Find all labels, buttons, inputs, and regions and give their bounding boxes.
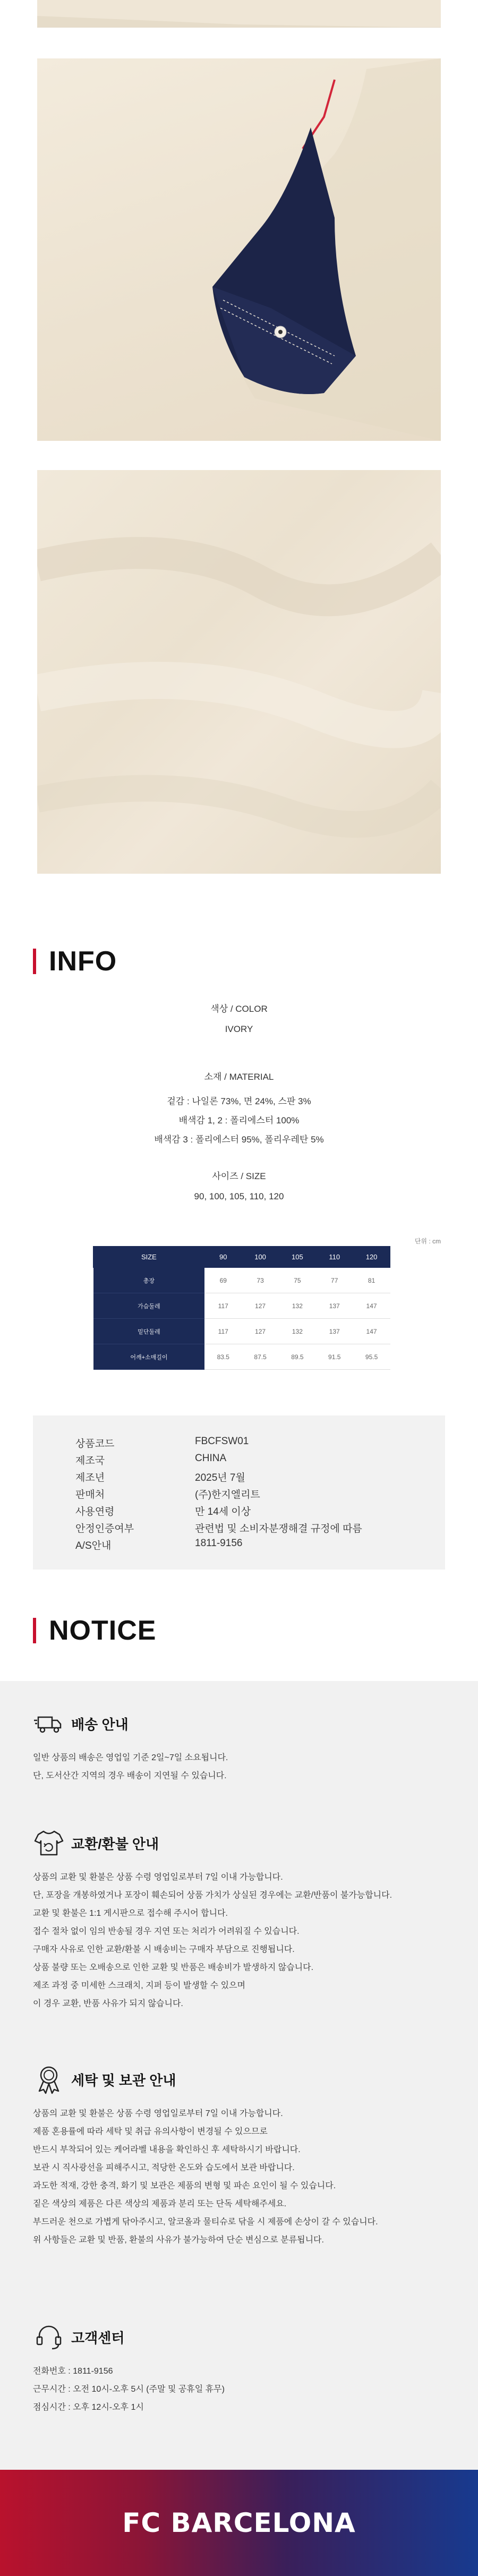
table-cell: 132 [279,1319,316,1344]
size-table-header [93,1247,390,1268]
table-cell: 73 [242,1268,279,1293]
notice-line: 위 사항들은 교환 및 반품, 환불의 사유가 불가능하여 단순 변심으로 분류됩니다. [33,2236,324,2245]
size-unit: 단위 : cm [414,1238,441,1245]
table-row [93,1319,390,1344]
notice-line: 교환 및 환불은 1:1 게시판으로 접수해 주시어 합니다. [33,1909,228,1918]
meta-row [75,1470,445,1487]
notice-heading: NOTICE [33,1615,156,1647]
table-cell: 137 [316,1319,353,1344]
notice-title: 세탁 및 보관 안내 [71,2072,176,2088]
award-icon [33,2063,65,2095]
table-cell: 75 [279,1268,316,1293]
notice-line: 이 경우 교환, 반품 사유가 되지 않습니다. [33,1999,183,2008]
size-table [93,1246,390,1370]
product-photo-top [37,0,441,28]
meta-key: 판매처 [75,1489,105,1500]
notice-line: 짙은 색상의 제품은 다른 색상의 제품과 분리 또는 단독 세탁해주세요. [33,2199,287,2208]
material-line: 배색감 3 : 폴리에스터 95%, 폴리우레탄 5% [154,1135,324,1145]
notice-shipping [33,1708,445,1785]
brand-logo-text: FC BARCELONA [122,2507,356,2538]
notice-customer-center [33,2321,445,2417]
meta-row [75,1521,445,1538]
headset-icon [33,2321,65,2353]
notice-line: 상품의 교환 및 환불은 상품 수령 영업일로부터 7일 이내 가능합니다. [33,2109,283,2118]
size-column: 105 [279,1247,316,1268]
meta-key: 사용연령 [75,1506,115,1517]
notice-exchange [33,1827,445,2013]
notice-line: 보관 시 직사광선을 피해주시고, 적당한 온도와 습도에서 보관 바랍니다. [33,2163,295,2172]
table-cell: 117 [204,1319,242,1344]
meta-value: FBCFSW01 [195,1436,249,1447]
table-cell: 127 [242,1293,279,1319]
notice-line: 점심시간 : 오후 12시-오후 1시 [33,2403,144,2412]
size-value: 90, 100, 105, 110, 120 [194,1191,284,1201]
notice-line: 단, 포장을 개봉하였거나 포장이 훼손되어 상품 가치가 상실된 경우에는 교환/반품이 불가능합니다. [33,1891,392,1900]
notice-line: 단, 도서산간 지역의 경우 배송이 지연될 수 있습니다. [33,1771,227,1780]
size-column: 90 [204,1247,242,1268]
size-info [0,1168,478,1202]
notice-title: 고객센터 [71,2330,125,2346]
table-cell: 81 [353,1268,390,1293]
notice-title: 교환/환불 안내 [71,1836,159,1852]
meta-value: 1811-9156 [195,1538,243,1549]
meta-value: 관련법 및 소비자분쟁해결 규정에 따름 [195,1523,362,1534]
material-label: 소재 / MATERIAL [204,1072,274,1082]
product-photo-detail [37,58,441,441]
color-label: 색상 / COLOR [210,1004,268,1014]
info-heading: INFO [33,945,117,977]
notice-line: 접수 절차 없이 임의 반송될 경우 지연 또는 처리가 어려워질 수 있습니다. [33,1927,300,1936]
meta-key: 제조국 [75,1455,105,1466]
notice-line: 제품 혼용률에 따라 세탁 및 취급 유의사항이 변경될 수 있으므로 [33,2127,268,2136]
size-column: 120 [353,1247,390,1268]
truck-icon [33,1708,65,1739]
row-label: 어깨+소매길이 [93,1344,205,1370]
notice-line: 과도한 적재, 강한 충격, 화기 및 보관은 제품의 변형 및 파손 요인이 될 수 있습니다. [33,2181,336,2190]
table-row [93,1344,390,1370]
notice-line: 제조 과정 중 미세한 스크래치, 지퍼 등이 발생할 수 있으며 [33,1981,245,1990]
notice-line: 상품의 교환 및 환불은 상품 수령 영업일로부터 7일 이내 가능합니다. [33,1873,283,1882]
row-label: 총장 [93,1268,205,1293]
product-photo-fabric [37,470,441,874]
table-cell: 69 [204,1268,242,1293]
table-cell: 147 [353,1319,390,1344]
heading-accent-bar [33,1618,36,1643]
notice-care [33,2063,445,2249]
meta-row [75,1453,445,1470]
notice-line: 부드러운 천으로 가볍게 닦아주시고, 알코올과 물티슈로 닦을 시 제품에 손상이 갈 수 있습니다. [33,2217,378,2227]
material-line: 배색감 1, 2 : 폴리에스터 100% [178,1115,300,1125]
size-column: 110 [316,1247,353,1268]
meta-row [75,1487,445,1504]
table-row [93,1268,390,1293]
notice-line: 근무시간 : 오전 10시-오후 5시 (주말 및 공휴일 휴무) [33,2385,225,2394]
notice-line: 전화번호 : 1811-9156 [33,2367,113,2376]
table-cell: 89.5 [279,1344,316,1370]
size-table-corner: SIZE [93,1247,205,1268]
brand-footer [0,2470,478,2576]
color-value: IVORY [225,1024,253,1034]
material-info [0,1069,478,1149]
notice-line: 일반 상품의 배송은 영업일 기준 2일~7일 소요됩니다. [33,1753,228,1762]
table-cell: 77 [316,1268,353,1293]
meta-key: 제조년 [75,1472,105,1483]
meta-key: 상품코드 [75,1438,115,1449]
row-label: 밑단둘레 [93,1319,205,1344]
meta-value: (주)한지엘리트 [195,1489,260,1500]
meta-key: A/S안내 [75,1540,112,1551]
meta-value: 만 14세 이상 [195,1506,251,1517]
table-cell: 127 [242,1319,279,1344]
row-label: 가슴둘레 [93,1293,205,1319]
meta-row [75,1436,445,1453]
table-cell: 137 [316,1293,353,1319]
meta-value: 2025년 7월 [195,1472,245,1483]
notice-title: 배송 안내 [71,1716,129,1733]
table-row [93,1293,390,1319]
notice-line: 상품 불량 또는 오배송으로 인한 교환 및 반품은 배송비가 발생하지 않습니다. [33,1963,314,1972]
size-column: 100 [242,1247,279,1268]
tshirt-icon [33,1827,65,1859]
meta-row [75,1504,445,1521]
material-line: 겉감 : 나일론 73%, 면 24%, 스판 3% [167,1096,311,1106]
meta-row [75,1538,445,1555]
table-cell: 91.5 [316,1344,353,1370]
table-cell: 117 [204,1293,242,1319]
meta-value: CHINA [195,1453,227,1464]
notice-line: 구매자 사유로 인한 교환/환불 시 배송비는 구매자 부담으로 진행됩니다. [33,1945,295,1954]
table-cell: 132 [279,1293,316,1319]
table-cell: 95.5 [353,1344,390,1370]
meta-key: 안정인증여부 [75,1523,134,1534]
color-info [0,1001,478,1035]
heading-accent-bar [33,949,36,974]
table-cell: 147 [353,1293,390,1319]
table-cell: 83.5 [204,1344,242,1370]
notice-line: 반드시 부착되어 있는 케어라벨 내용을 확인하신 후 세탁하시기 바랍니다. [33,2145,301,2154]
table-cell: 87.5 [242,1344,279,1370]
size-label: 사이즈 / SIZE [212,1171,266,1181]
product-meta-box [33,1415,445,1570]
